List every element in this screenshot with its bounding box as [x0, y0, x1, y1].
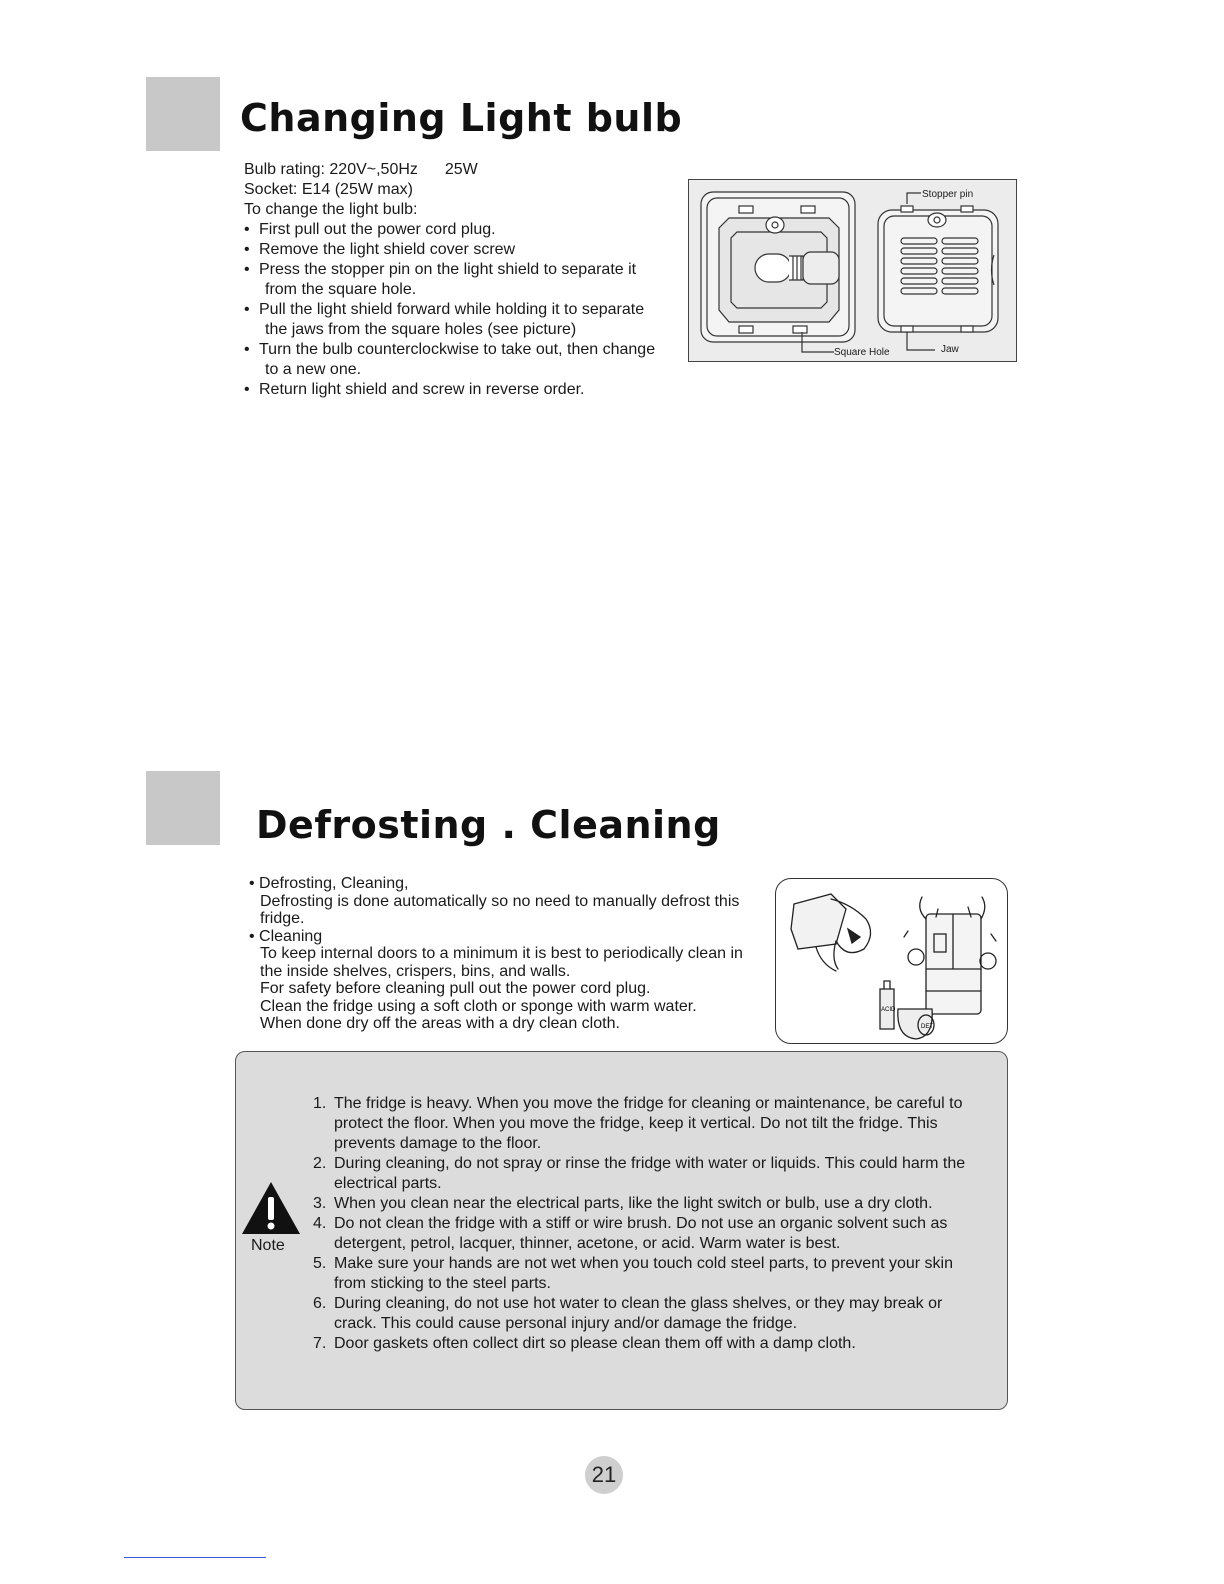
note-item [313, 1334, 1001, 1354]
step-text: First pull out the power cord plug. [259, 221, 496, 238]
step-text: Press the stopper pin on the light shield to separate it [259, 261, 637, 278]
bullet-dot: • [244, 241, 250, 258]
bullet-dot: • [249, 927, 260, 945]
defrost-line: fridge. [260, 910, 305, 927]
warning-icon [240, 1180, 302, 1236]
step-text: to a new one. [265, 361, 362, 378]
light-shield-diagram [688, 179, 1017, 362]
note-item-line: The fridge is heavy. When you move the fridge for cleaning or maintenance, be careful to [334, 1095, 963, 1112]
note-item-line: When you clean near the electrical parts, like the light switch or bulb, use a dry cloth. [334, 1195, 933, 1212]
bulb-step-line [244, 360, 655, 380]
bulb-rating-line: Bulb rating: 220V~,50Hz 25W [244, 161, 478, 178]
note-item-line: Do not clean the fridge with a stiff or wire brush. Do not use an organic solvent such as [334, 1215, 948, 1232]
note-item [313, 1154, 1001, 1194]
bulb-step-line [244, 300, 655, 320]
steps-intro: To change the light bulb: [244, 201, 418, 218]
step-text: from the square hole. [265, 281, 417, 298]
note-item-line: During cleaning, do not spray or rinse the fridge with water or liquids. This could harm the [334, 1155, 966, 1172]
step-text: Return light shield and screw in reverse order. [259, 381, 585, 398]
step-text: the jaws from the square holes (see picture) [265, 321, 577, 338]
note-item [313, 1194, 1001, 1214]
step-text: Pull the light shield forward while holding it to separate [259, 301, 645, 318]
cleaning-illustration [775, 878, 1008, 1044]
socket-line: Socket: E14 (25W max) [244, 181, 413, 198]
note-item-line: detergent, petrol, lacquer, thinner, acetone, or acid. Warm water is best. [334, 1235, 841, 1252]
jaw-label: Jaw [941, 344, 959, 355]
note-item-line: During cleaning, do not use hot water to clean the glass shelves, or they may break or [334, 1295, 943, 1312]
defrost-bullet-line [249, 875, 743, 893]
note-item-line: from sticking to the steel parts. [334, 1275, 551, 1292]
cleaning-drawing [776, 879, 1007, 1043]
bulb-step-line [244, 260, 655, 280]
defrost-bullet-text: Defrosting, Cleaning, [259, 875, 409, 892]
defrost-line: When done dry off the areas with a dry clean cloth. [260, 1015, 620, 1032]
note-item-number: 3. [313, 1195, 327, 1212]
bulb-steps-list [244, 220, 655, 400]
stopper-pin-label: Stopper pin [922, 189, 974, 200]
defrosting-text [249, 875, 743, 1033]
defrost-line: For safety before cleaning pull out the power cord plug. [260, 980, 651, 997]
bulb-step-line [244, 320, 655, 340]
bullet-dot: • [244, 261, 250, 278]
cup-label: DET [921, 1024, 933, 1030]
note-item-line: Make sure your hands are not wet when you touch cold steel parts, to prevent your skin [334, 1255, 953, 1272]
bullet-dot: • [244, 301, 250, 318]
bullet-dot: • [244, 341, 250, 358]
bullet-dot: • [244, 221, 250, 238]
defrost-line: To keep internal doors to a minimum it is best to periodically clean in [260, 945, 743, 962]
note-item [313, 1094, 1001, 1154]
note-item-number: 4. [313, 1215, 327, 1232]
bottle-label: ACID [881, 1007, 896, 1013]
bullet-dot: • [249, 875, 260, 892]
defrosting-heading: Defrosting . Cleaning [256, 803, 721, 847]
defrost-line: Defrosting is done automatically so no need to manually defrost this [260, 892, 740, 910]
note-item [313, 1254, 1001, 1294]
light-bulb-heading: Changing Light bulb [240, 96, 683, 140]
note-item-line: prevents damage to the floor. [334, 1135, 542, 1152]
section-marker-block [146, 771, 220, 845]
defrost-line: Clean the fridge using a soft cloth or sponge with warm water. [260, 997, 697, 1015]
bullet-dot: • [244, 381, 250, 398]
note-item-number: 1. [313, 1095, 327, 1112]
note-list [313, 1094, 1001, 1354]
light-bulb-text [244, 160, 655, 400]
step-text: Remove the light shield cover screw [259, 241, 516, 258]
note-item-line: Door gaskets often collect dirt so please clean them off with a damp cloth. [334, 1335, 856, 1352]
note-item-number: 5. [313, 1255, 327, 1272]
note-item-line: protect the floor. When you move the fridge, keep it vertical. Do not tilt the fridge. This [334, 1115, 938, 1132]
light-shield-illustration [689, 180, 1016, 361]
note-item-number: 2. [313, 1155, 327, 1172]
footer-link-line [124, 1557, 266, 1558]
note-item-number: 6. [313, 1295, 327, 1312]
defrost-bullet-text: Cleaning [259, 927, 323, 945]
note-label: Note [251, 1237, 285, 1254]
note-item-number: 7. [313, 1335, 327, 1352]
bulb-step-line [244, 220, 655, 240]
note-item-line: crack. This could cause personal injury and/or damage the fridge. [334, 1315, 798, 1332]
step-text: Turn the bulb counterclockwise to take out, then change [259, 341, 656, 358]
bulb-step-line [244, 240, 655, 260]
square-hole-label: Square Hole [834, 347, 890, 358]
bulb-step-line [244, 380, 655, 400]
defrost-bullet-line [249, 928, 743, 946]
note-item-line: electrical parts. [334, 1175, 442, 1192]
bulb-step-line [244, 280, 655, 300]
note-item [313, 1294, 1001, 1334]
bulb-step-line [244, 340, 655, 360]
section-marker-block [146, 77, 220, 151]
note-item [313, 1214, 1001, 1254]
page-number: 21 [585, 1456, 623, 1494]
defrost-line: the inside shelves, crispers, bins, and walls. [260, 962, 571, 980]
